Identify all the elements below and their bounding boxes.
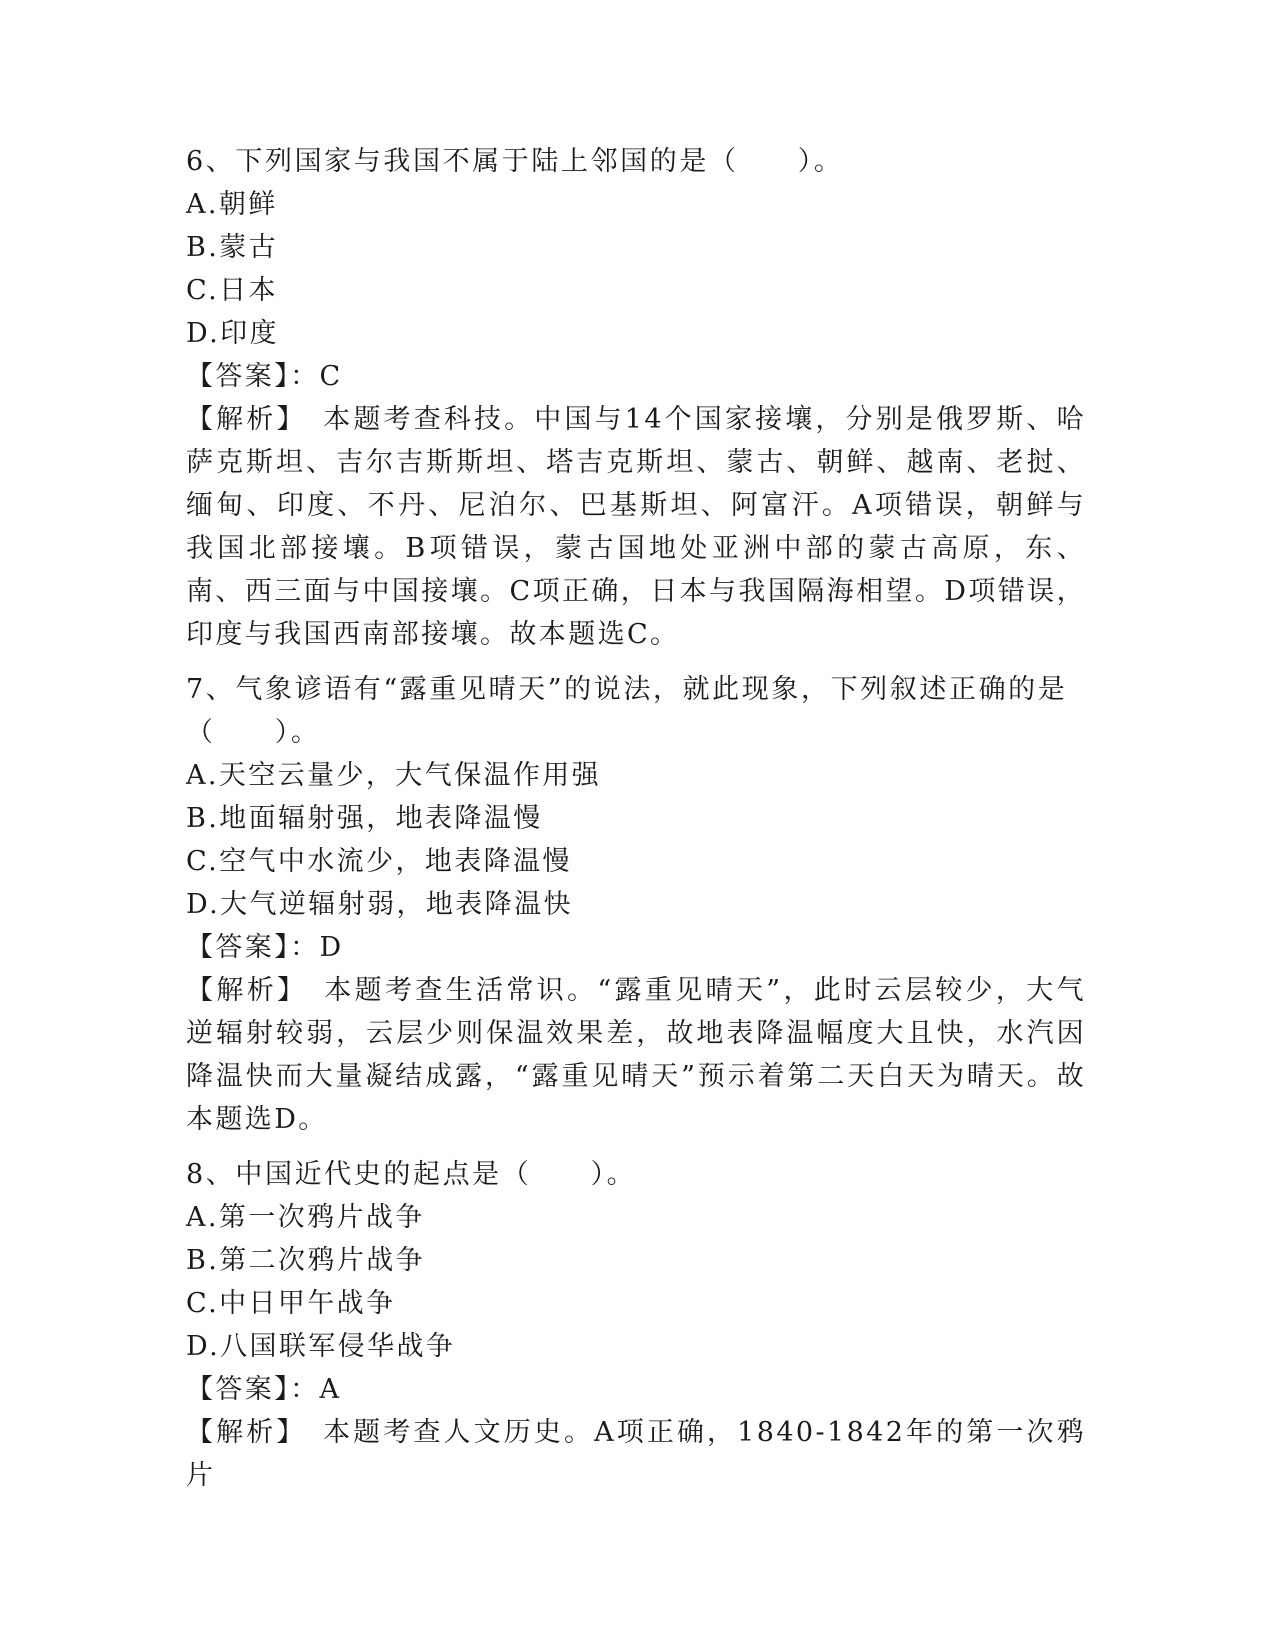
analysis: 【解析】 本题考查人文历史。A项正确，1840-1842年的第一次鸦片 [186, 1417, 1086, 1491]
answer: 【答案】：A [186, 1374, 342, 1405]
question-6 [186, 140, 1086, 656]
option-a: A.第一次鸦片战争 [186, 1202, 425, 1233]
question-stem: 8、中国近代史的起点是（ ）。 [186, 1159, 637, 1190]
option-b: B.第二次鸦片战争 [186, 1245, 426, 1276]
option-d: D.大气逆辐射弱，地表降温快 [186, 889, 573, 920]
option-c: C.空气中水流少，地表降温慢 [186, 846, 572, 877]
analysis: 【解析】 本题考查科技。中国与14个国家接壤，分别是俄罗斯、哈萨克斯坦、吉尔吉斯斯坦、塔吉克斯坦、蒙古、朝鲜、越南、老挝、缅甸、印度、不丹、尼泊尔、巴基斯坦、阿富汗。A项错误，朝鲜与我国北部接壤。B项错误，蒙古国地处亚洲中部的蒙古高原，东、南、西三面与中国接壤。C项正确，日本与我国隔海相望。D项错误，印度与我国西南部接壤。故本题选C。 [186, 404, 1086, 650]
answer: 【答案】：C [186, 361, 343, 392]
analysis: 【解析】 本题考查生活常识。“露重见晴天”，此时云层较少，大气逆辐射较弱，云层少则保温效果差，故地表降温幅度大且快，水汽因降温快而大量凝结成露，“露重见晴天”预示着第二天白天为晴天。故本题选D。 [186, 975, 1086, 1135]
document-page [186, 140, 1086, 1497]
question-7 [186, 668, 1086, 1141]
option-c: C.日本 [186, 275, 278, 306]
question-8 [186, 1153, 1086, 1497]
option-a: A.天空云量少，大气保温作用强 [186, 760, 602, 791]
option-d: D.八国联军侵华战争 [186, 1331, 456, 1362]
option-b: B.地面辐射强，地表降温慢 [186, 803, 543, 834]
option-c: C.中日甲午战争 [186, 1288, 396, 1319]
option-b: B.蒙古 [186, 232, 279, 263]
question-stem: 6、下列国家与我国不属于陆上邻国的是（ ）。 [186, 146, 844, 177]
option-a: A.朝鲜 [186, 189, 278, 220]
option-d: D.印度 [186, 318, 279, 349]
question-stem: 7、气象谚语有“露重见晴天”的说法，就此现象，下列叙述正确的是（ ）。 [186, 674, 1068, 748]
answer: 【答案】：D [186, 932, 344, 963]
